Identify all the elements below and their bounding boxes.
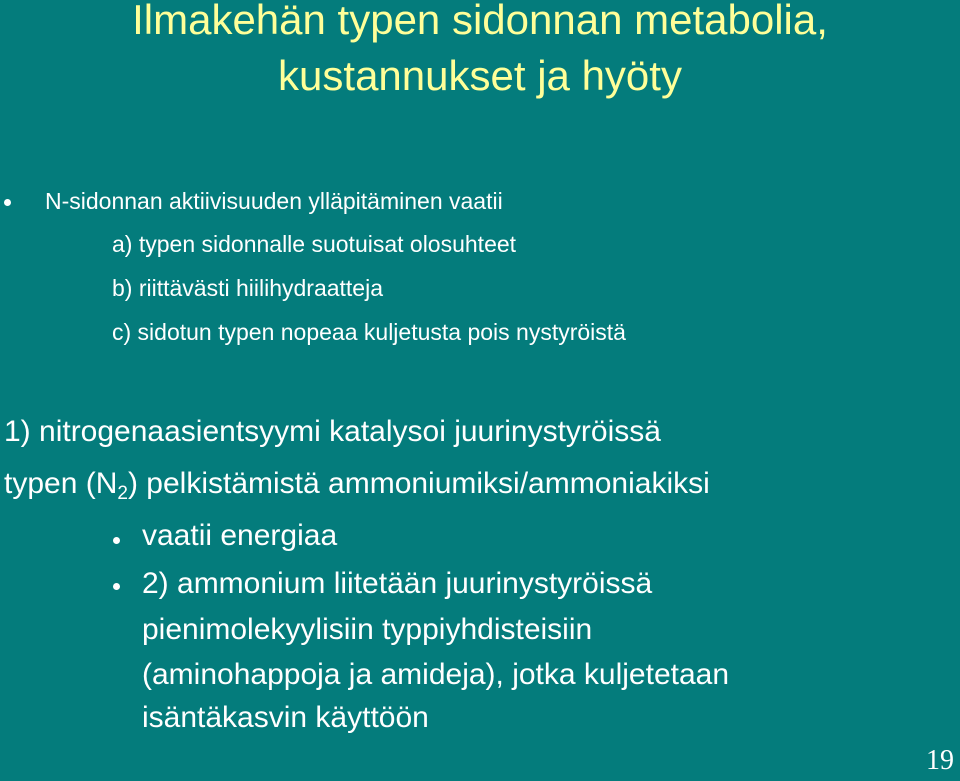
bullet-dot-icon: [4, 199, 11, 206]
sub-bullet-ammonium-line-1: 2) ammonium liitetään juurinystyröissä: [142, 567, 653, 600]
para1-line-2-post: ) pelkistämistä ammoniumiksi/ammoniakiksi: [127, 467, 710, 500]
page-number: 19: [926, 745, 954, 776]
sub-bullet-ammonium-line-4: isäntäkasvin käyttöön: [142, 701, 429, 734]
bullet-text-n-sidonta: N-sidonnan aktiivisuuden ylläpitäminen vaatii: [45, 188, 503, 214]
n2-subscript: 2: [117, 483, 128, 504]
bullet-dot-icon: [113, 537, 120, 544]
para1-line-2-pre: typen (N: [4, 467, 118, 500]
para1-line-1: 1) nitrogenaasientsyymi katalysoi juurinystyröissä: [4, 415, 661, 448]
list-item-a: a) typen sidonnalle suotuisat olosuhteet: [112, 231, 517, 257]
para1-line-2: [4, 466, 710, 502]
sub-bullet-ammonium-line-3: (aminohappoja ja amideja), jotka kuljetetaan: [142, 658, 730, 691]
slide-title-line-1: Ilmakehän typen sidonnan metabolia,: [132, 0, 828, 43]
slide-title-line-2: kustannukset ja hyöty: [278, 52, 682, 99]
list-item-c: c) sidotun typen nopeaa kuljetusta pois nystyröistä: [112, 319, 626, 345]
sub-bullet-ammonium-line-2: pienimolekyylisiin typpiyhdisteisiin: [142, 613, 593, 646]
list-item-b: b) riittävästi hiilihydraatteja: [112, 275, 384, 301]
bullet-dot-icon: [113, 583, 120, 590]
sub-bullet-energy: vaatii energiaa: [142, 519, 338, 552]
